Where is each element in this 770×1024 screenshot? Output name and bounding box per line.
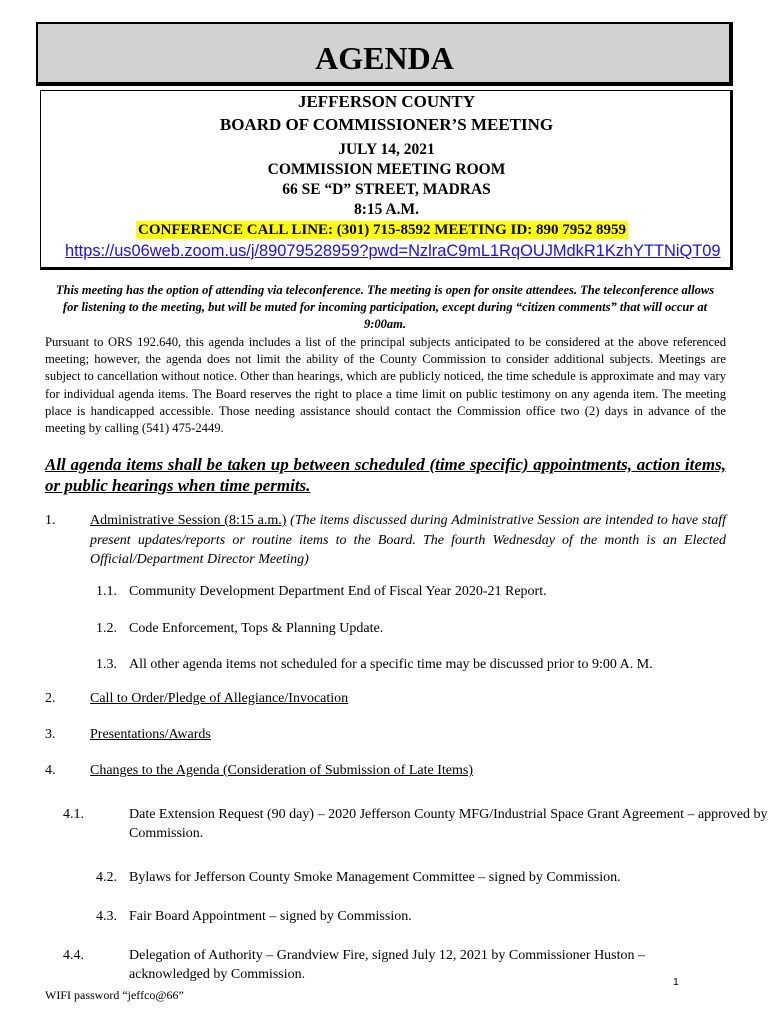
subitem-number: 4.4. — [63, 948, 84, 963]
meeting-date: JULY 14, 2021 — [338, 141, 435, 158]
meeting-address: 66 SE “D” STREET, MADRAS — [282, 181, 491, 198]
ors-paragraph: Pursuant to ORS 192.640, this agenda includes a list of the principal subjects anticipated to be considered at the above referenced meeting; however, the agenda does not limit the ability of the County Commission to consider additional subjects. Meetings are subject to cancellation without notice. Other than hearings, which are publicly noticed, the time schedule is approximate and may vary for individual agenda items. The Board reserves the right to place a time limit on public testimony on any agenda item. The meeting place is handicapped accessible. Those needing assistance should contact the Commission office two (2) days in advance of the meeting by calling (541) 475-2449. — [45, 335, 726, 436]
subitem-text: Code Enforcement, Tops & Planning Update. — [129, 621, 384, 636]
subitem-text: Date Extension Request (90 day) – 2020 Jefferson County MFG/Industrial Space Grant Agreement – approved by Commission. — [129, 807, 768, 841]
subitem-text: Delegation of Authority – Grandview Fire, signed July 12, 2021 by Commissioner Huston – acknowledged by Commission. — [129, 948, 646, 982]
subitem-number: 1.2. — [96, 621, 117, 636]
page-title: AGENDA — [315, 40, 454, 76]
conference-call-line: CONFERENCE CALL LINE: (301) 715-8592 MEETING ID: 890 7952 8959 — [138, 222, 626, 238]
agenda-item-changes-to-agenda: Changes to the Agenda (Consideration of Submission of Late Items) — [90, 763, 473, 778]
subitem-4-2 — [96, 868, 736, 887]
agenda-item-administrative-session — [90, 511, 726, 570]
subitem-1-2 — [96, 619, 736, 638]
subitem-text: All other agenda items not scheduled for a specific time may be discussed prior to 9:00 A. M. — [129, 657, 653, 672]
item-number: 3. — [45, 727, 56, 742]
subitem-number: 1.1. — [96, 584, 117, 599]
subitem-4-1 — [63, 805, 769, 843]
subitem-1-1 — [96, 582, 736, 601]
subitem-text: Community Development Department End of Fiscal Year 2020-21 Report. — [129, 584, 547, 599]
subitem-text: Fair Board Appointment – signed by Commission. — [129, 909, 412, 924]
meeting-name: BOARD OF COMMISSIONER’S MEETING — [219, 115, 554, 134]
item-description: (The items discussed during Administrative Session are intended to have staff present updates/reports or routine items to the Board. The fourth Wednesday of the month is an Elected Official/Department Director Meeting) — [90, 513, 726, 567]
subitem-number: 4.2. — [96, 870, 117, 885]
agenda-item-call-to-order: Call to Order/Pledge of Allegiance/Invocation — [90, 691, 349, 706]
item-time-note: (8:15 a.m.) — [224, 513, 287, 528]
zoom-meeting-link[interactable]: https://us06web.zoom.us/j/89079528959?pwd=NzlraC9mL1RqOUJMdkR1KzhYTTNiQT09 — [65, 242, 721, 260]
subitem-4-3 — [96, 907, 736, 926]
county-name: JEFFERSON COUNTY — [297, 92, 476, 111]
subitem-1-3 — [96, 655, 736, 674]
item-number: 4. — [45, 763, 56, 778]
meeting-room: COMMISSION MEETING ROOM — [267, 161, 506, 178]
item-title: Administrative Session — [90, 513, 225, 528]
agenda-items-heading: All agenda items shall be taken up between scheduled (time specific) appointments, action items, or public hearings when time permits. — [45, 455, 726, 495]
teleconference-notice: This meeting has the option of attending via teleconference. The meeting is open for onsite attendees. The teleconference allows for listening to the meeting, but will be muted for incoming participation, except during “citizen comments” that will occur at 9:00am. — [55, 283, 715, 331]
subitem-number: 4.3. — [96, 909, 117, 924]
item-number: 1. — [45, 513, 56, 528]
subitem-text: Bylaws for Jefferson County Smoke Management Committee – signed by Commission. — [129, 870, 621, 885]
subitem-number: 4.1. — [63, 807, 84, 822]
item-number: 2. — [45, 691, 56, 706]
subitem-number: 1.3. — [96, 657, 117, 672]
page-number: 1 — [673, 976, 679, 988]
agenda-item-presentations: Presentations/Awards — [90, 727, 211, 742]
meeting-time: 8:15 A.M. — [353, 201, 419, 218]
wifi-password: WIFI password “jeffco@66” — [45, 988, 184, 1002]
subitem-4-4 — [63, 946, 729, 984]
